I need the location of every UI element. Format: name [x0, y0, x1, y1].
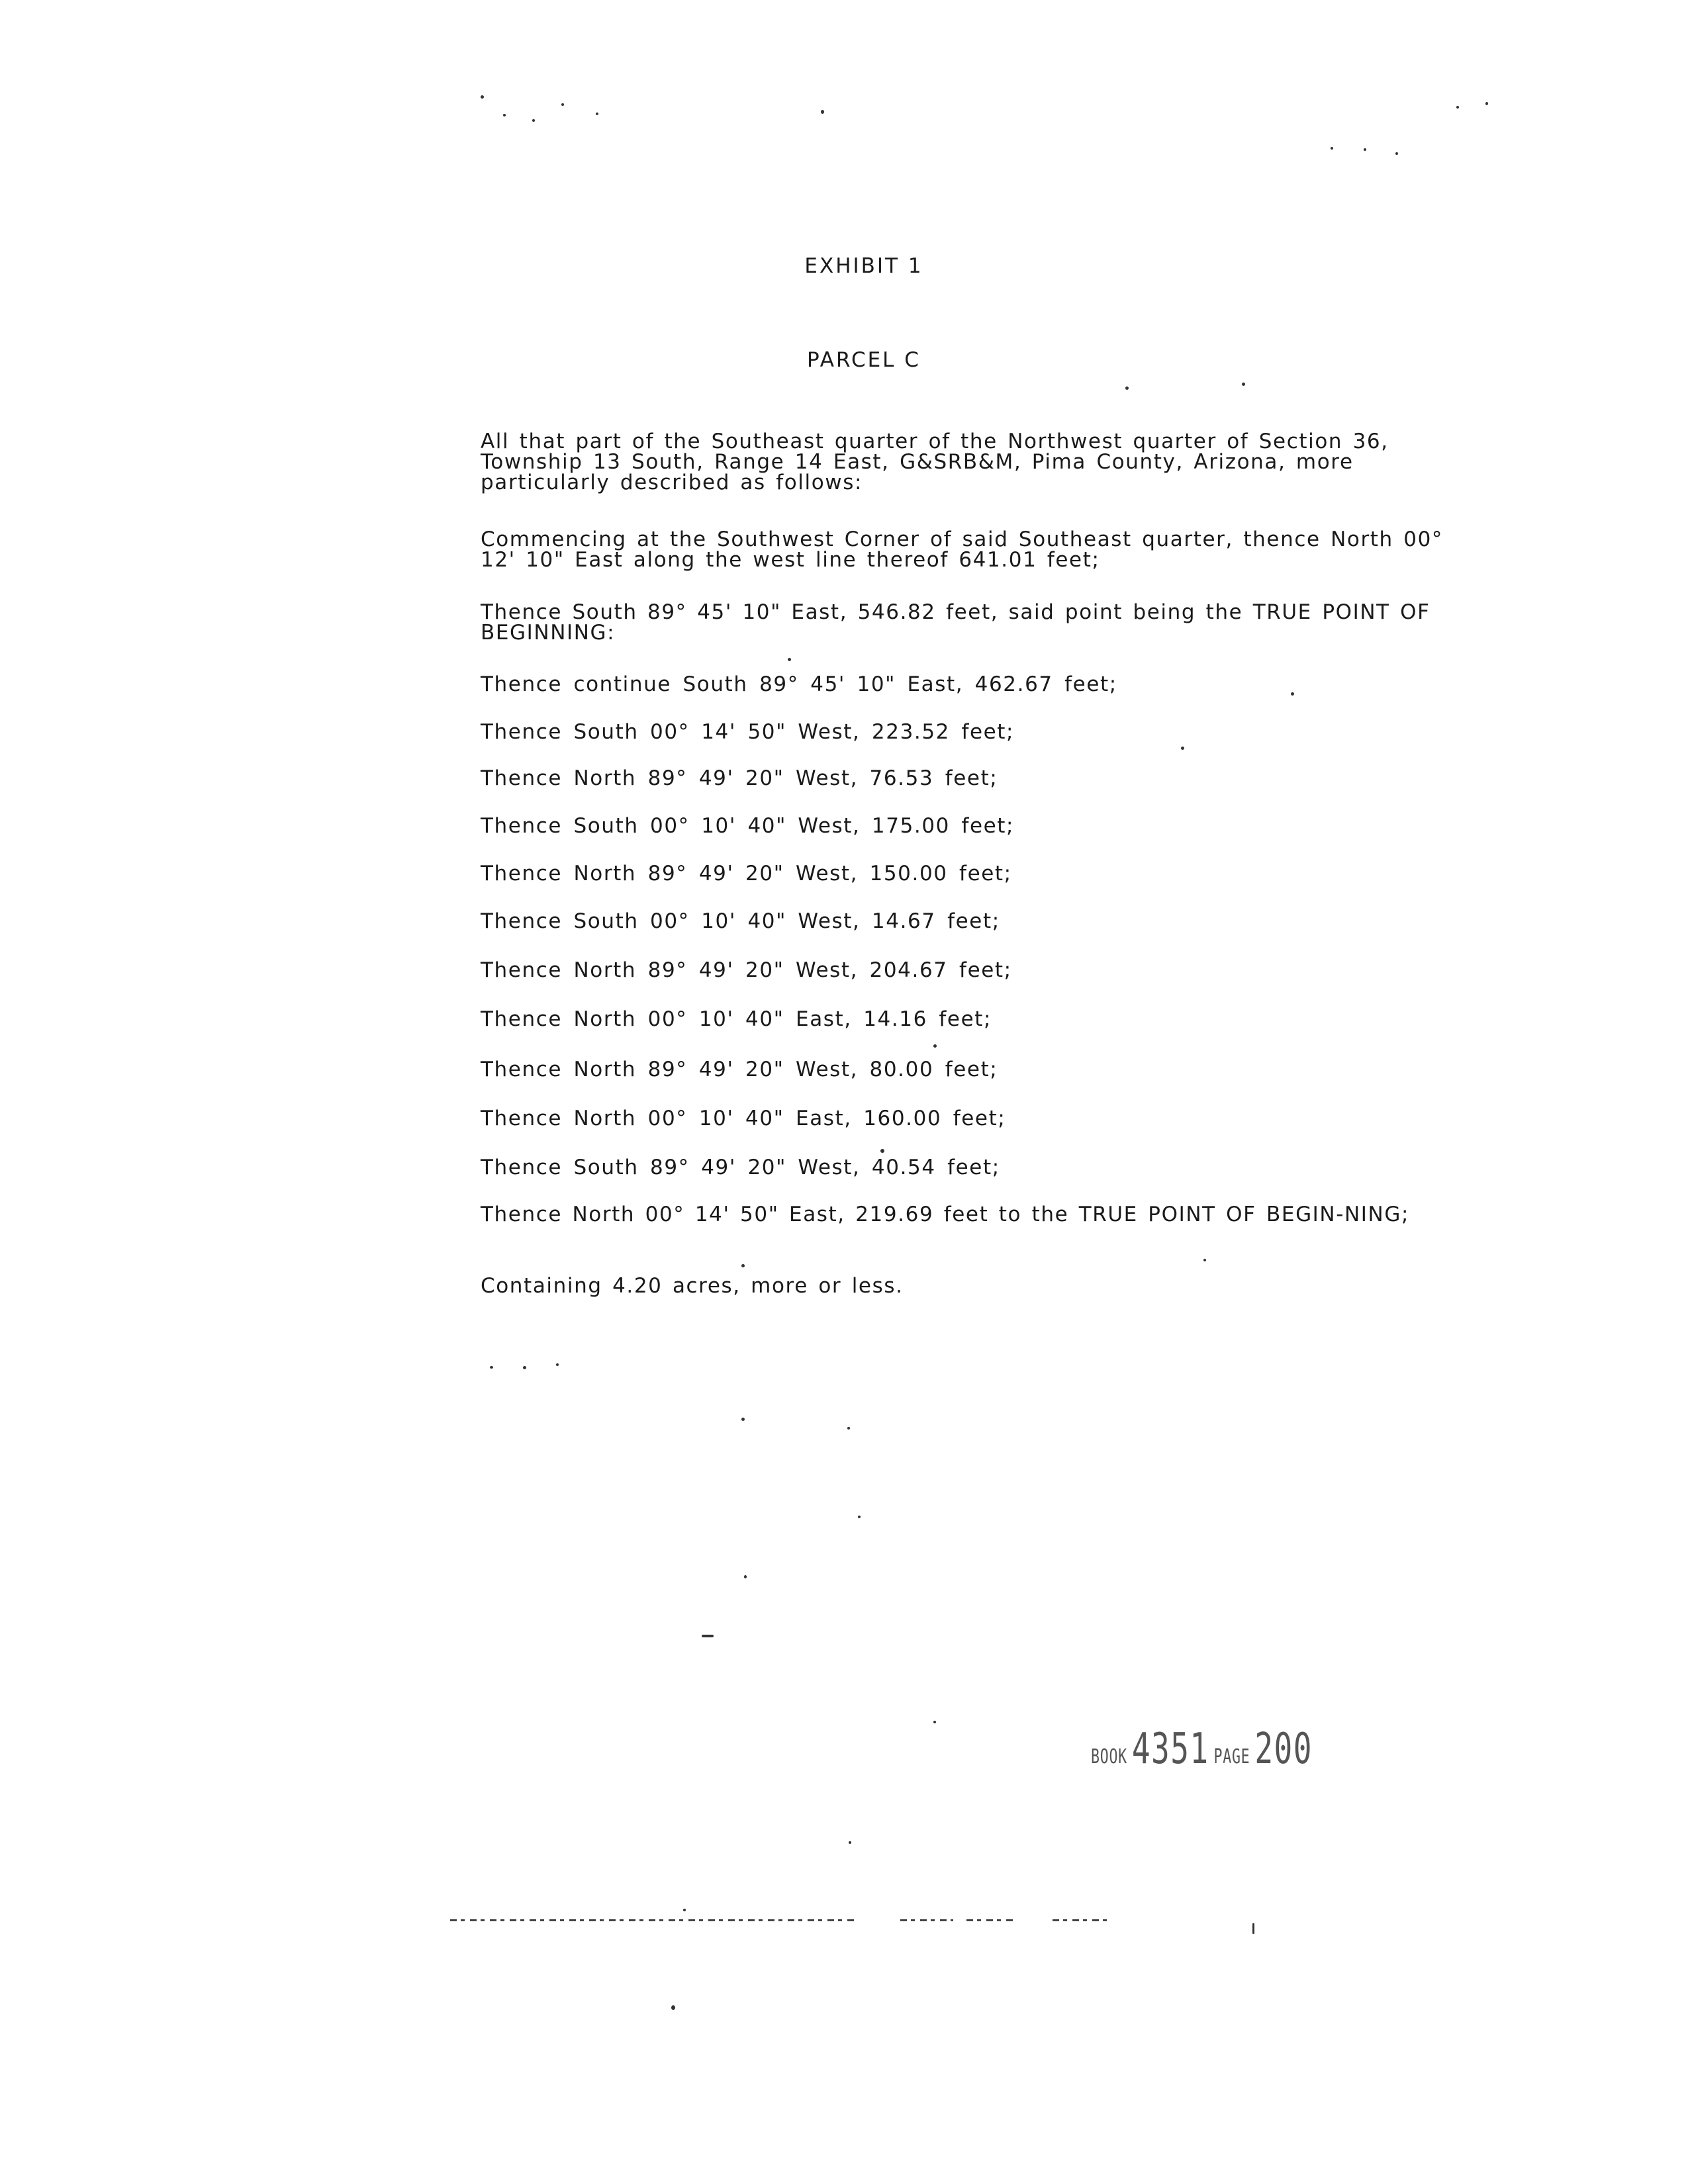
scan-speck	[1125, 387, 1129, 390]
scan-speck	[849, 1841, 851, 1844]
scan-speck	[741, 1418, 745, 1421]
course-line: Thence North 89° 49' 20" West, 150.00 feet;	[481, 862, 1012, 886]
course-line: Thence North 89° 49' 20" West, 204.67 feet;	[481, 958, 1012, 982]
scan-speck	[556, 1363, 559, 1366]
scan-speck	[788, 658, 791, 661]
scan-speck	[532, 119, 535, 122]
course-line: Thence North 89° 49' 20" West, 80.00 feet;	[481, 1058, 998, 1081]
scan-speck	[933, 1721, 936, 1723]
scan-speck	[1331, 147, 1333, 150]
acreage-statement: Containing 4.20 acres, more or less.	[481, 1274, 904, 1298]
scan-speck	[561, 103, 564, 106]
scan-speck	[1252, 1923, 1254, 1934]
course-line: Thence North 89° 49' 20" West, 76.53 feet;	[481, 766, 998, 790]
scan-dashed-line	[1053, 1919, 1112, 1921]
parcel-description: All that part of the Southeast quarter of the Northwest quarter of Section 36, Township 13 South, Range 14 East, G&SRB&M, Pima County, Arizona, more particularly described as follows:	[481, 430, 1389, 494]
scan-speck	[1203, 1259, 1206, 1261]
page-number: 200	[1254, 1725, 1313, 1774]
scan-speck	[741, 1264, 745, 1267]
closing-course-paragraph: Thence North 00° 14' 50" East, 219.69 feet to the TRUE POINT OF BEGIN-NING;	[481, 1203, 1409, 1226]
scan-speck	[683, 1909, 686, 1911]
scan-speck	[490, 1366, 493, 1369]
scan-dashed-line	[966, 1919, 1013, 1921]
scan-speck	[858, 1516, 861, 1518]
course-line: Thence South 00° 10' 40" West, 14.67 feet;	[481, 909, 1000, 933]
course-line: Thence North 00° 10' 40" East, 14.16 feet;	[481, 1007, 992, 1031]
course-line: Thence South 89° 49' 20" West, 40.54 feet;	[481, 1156, 1000, 1179]
course-line: Thence continue South 89° 45' 10" East, 462.67 feet;	[481, 672, 1117, 696]
scan-speck	[1364, 148, 1366, 151]
course-line: Thence South 00° 10' 40" West, 175.00 feet;	[481, 814, 1015, 838]
point-of-beginning-paragraph: Thence South 89° 45' 10" East, 546.82 feet, said point being the TRUE POINT OF BEGINNING:	[481, 600, 1430, 645]
commencing-paragraph: Commencing at the Southwest Corner of said Southeast quarter, thence North 00° 12' 10" East along the west line thereof 641.01 feet;	[481, 527, 1443, 572]
scan-speck	[933, 1044, 937, 1048]
book-page-stamp	[1091, 1725, 1313, 1774]
scan-speck	[523, 1366, 526, 1369]
course-line: Thence North 00° 10' 40" East, 160.00 feet;	[481, 1107, 1006, 1130]
scan-dashed-line	[900, 1919, 953, 1921]
page-label: PAGE	[1213, 1745, 1250, 1768]
course-line: Thence South 00° 14' 50" West, 223.52 feet;	[481, 720, 1015, 744]
exhibit-title: EXHIBIT 1	[804, 254, 923, 278]
book-label: BOOK	[1091, 1745, 1127, 1768]
scan-speck	[744, 1575, 747, 1578]
scan-speck	[847, 1427, 850, 1430]
scan-speck	[503, 114, 506, 116]
scan-speck	[671, 2005, 675, 2010]
scan-speck	[1485, 102, 1488, 105]
scan-speck	[1395, 152, 1398, 155]
scan-speck	[1456, 106, 1459, 109]
scan-speck	[880, 1149, 884, 1153]
scan-speck	[1242, 383, 1245, 386]
scan-dashed-line	[450, 1919, 854, 1921]
scan-speck	[1181, 747, 1184, 750]
scan-speck	[702, 1635, 714, 1637]
scan-speck	[596, 113, 598, 115]
scan-speck	[821, 110, 824, 114]
scan-speck	[1291, 692, 1294, 696]
scan-speck	[481, 95, 484, 99]
book-number: 4351	[1131, 1725, 1209, 1774]
parcel-title: PARCEL C	[807, 348, 921, 372]
